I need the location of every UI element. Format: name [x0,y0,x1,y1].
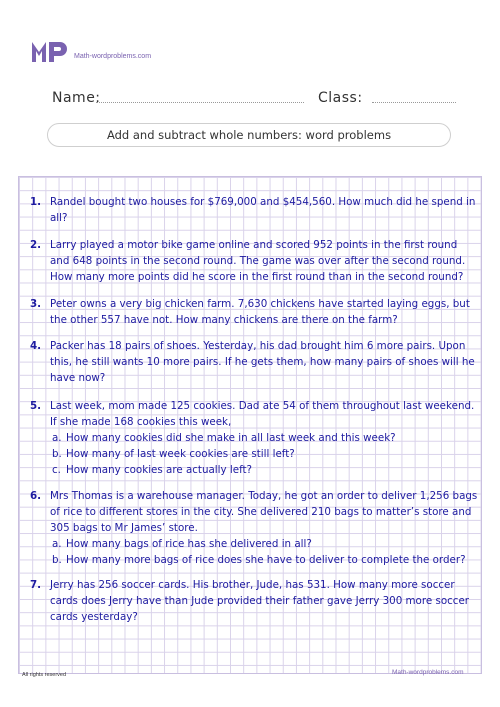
sub-question-6a [52,536,478,552]
name-field-line[interactable] [96,102,304,103]
question-4 [30,338,478,386]
footer-site-name: Math-wordproblems.com [392,669,464,676]
question-number: 3. [30,298,42,310]
question-number: 2. [30,239,42,251]
class-field-line[interactable] [372,102,456,103]
question-text: Peter owns a very big chicken farm. 7,630 chickens have started laying eggs, but the other 557 have not. How many chickens are there on the farm? [50,298,470,326]
sub-question-letter: b. [52,554,62,566]
worksheet-title-box [47,123,451,147]
math-wordproblems-logo [30,38,70,64]
sub-question-text: How many bags of rice has she delivered in all? [66,538,312,550]
question-number: 4. [30,340,42,352]
question-text: Mrs Thomas is a warehouse manager. Today, he got an order to deliver 1,256 bags of rice to different stores in the city. She delivered 210 bags to matter’s store and 305 bags to Mr James’ store. [50,490,478,534]
sub-question-letter: c. [52,464,61,476]
sub-question-text: How many more bags of rice does she have to deliver to complete the order? [66,554,466,566]
sub-question-5a [52,430,478,446]
sub-question-text: How many cookies did she make in all last week and this week? [66,432,396,444]
sub-question-text: How many cookies are actually left? [66,464,253,476]
question-text: Last week, mom made 125 cookies. Dad ate 54 of them throughout last weekend. If she made 168 cookies this week, [50,400,475,428]
question-1 [30,194,478,226]
all-rights-reserved: All rights reserved [22,672,67,678]
question-number: 6. [30,490,42,502]
question-3 [30,296,478,328]
sub-question-letter: a. [52,432,62,444]
worksheet-title: Add and subtract whole numbers: word problems [106,128,392,142]
class-label: Class: [318,90,363,106]
question-2 [30,237,478,285]
question-number: 5. [30,400,42,412]
site-name: Math-wordproblems.com [74,53,152,60]
sub-question-6b [52,552,478,568]
question-6 [30,488,478,568]
sub-question-letter: b. [52,448,62,460]
sub-question-text: How many of last week cookies are still left? [66,448,295,460]
question-5 [30,398,478,478]
question-number: 1. [30,196,42,208]
sub-question-5c [52,462,478,478]
question-7 [30,577,478,625]
question-text: Larry played a motor bike game online and scored 952 points in the first round and 648 points in the second round. The game was over after the second round. How many more points did he score in the first round than in the second round? [50,239,466,283]
question-text: Jerry has 256 soccer cards. His brother, Jude, has 531. How many more soccer cards does Jerry have than Jude provided their father gave Jerry 300 more soccer cards yesterday? [50,579,470,623]
name-label: Name: [52,90,101,106]
question-number: 7. [30,579,42,591]
question-text: Randel bought two houses for $769,000 and $454,560. How much did he spend in all? [50,196,476,224]
sub-question-5b [52,446,478,462]
question-text: Packer has 18 pairs of shoes. Yesterday, his dad brought him 6 more pairs. Upon this, he still wants 10 more pairs. If he gets them, how many pairs of shoes will he have now? [50,340,475,384]
sub-question-letter: a. [52,538,62,550]
